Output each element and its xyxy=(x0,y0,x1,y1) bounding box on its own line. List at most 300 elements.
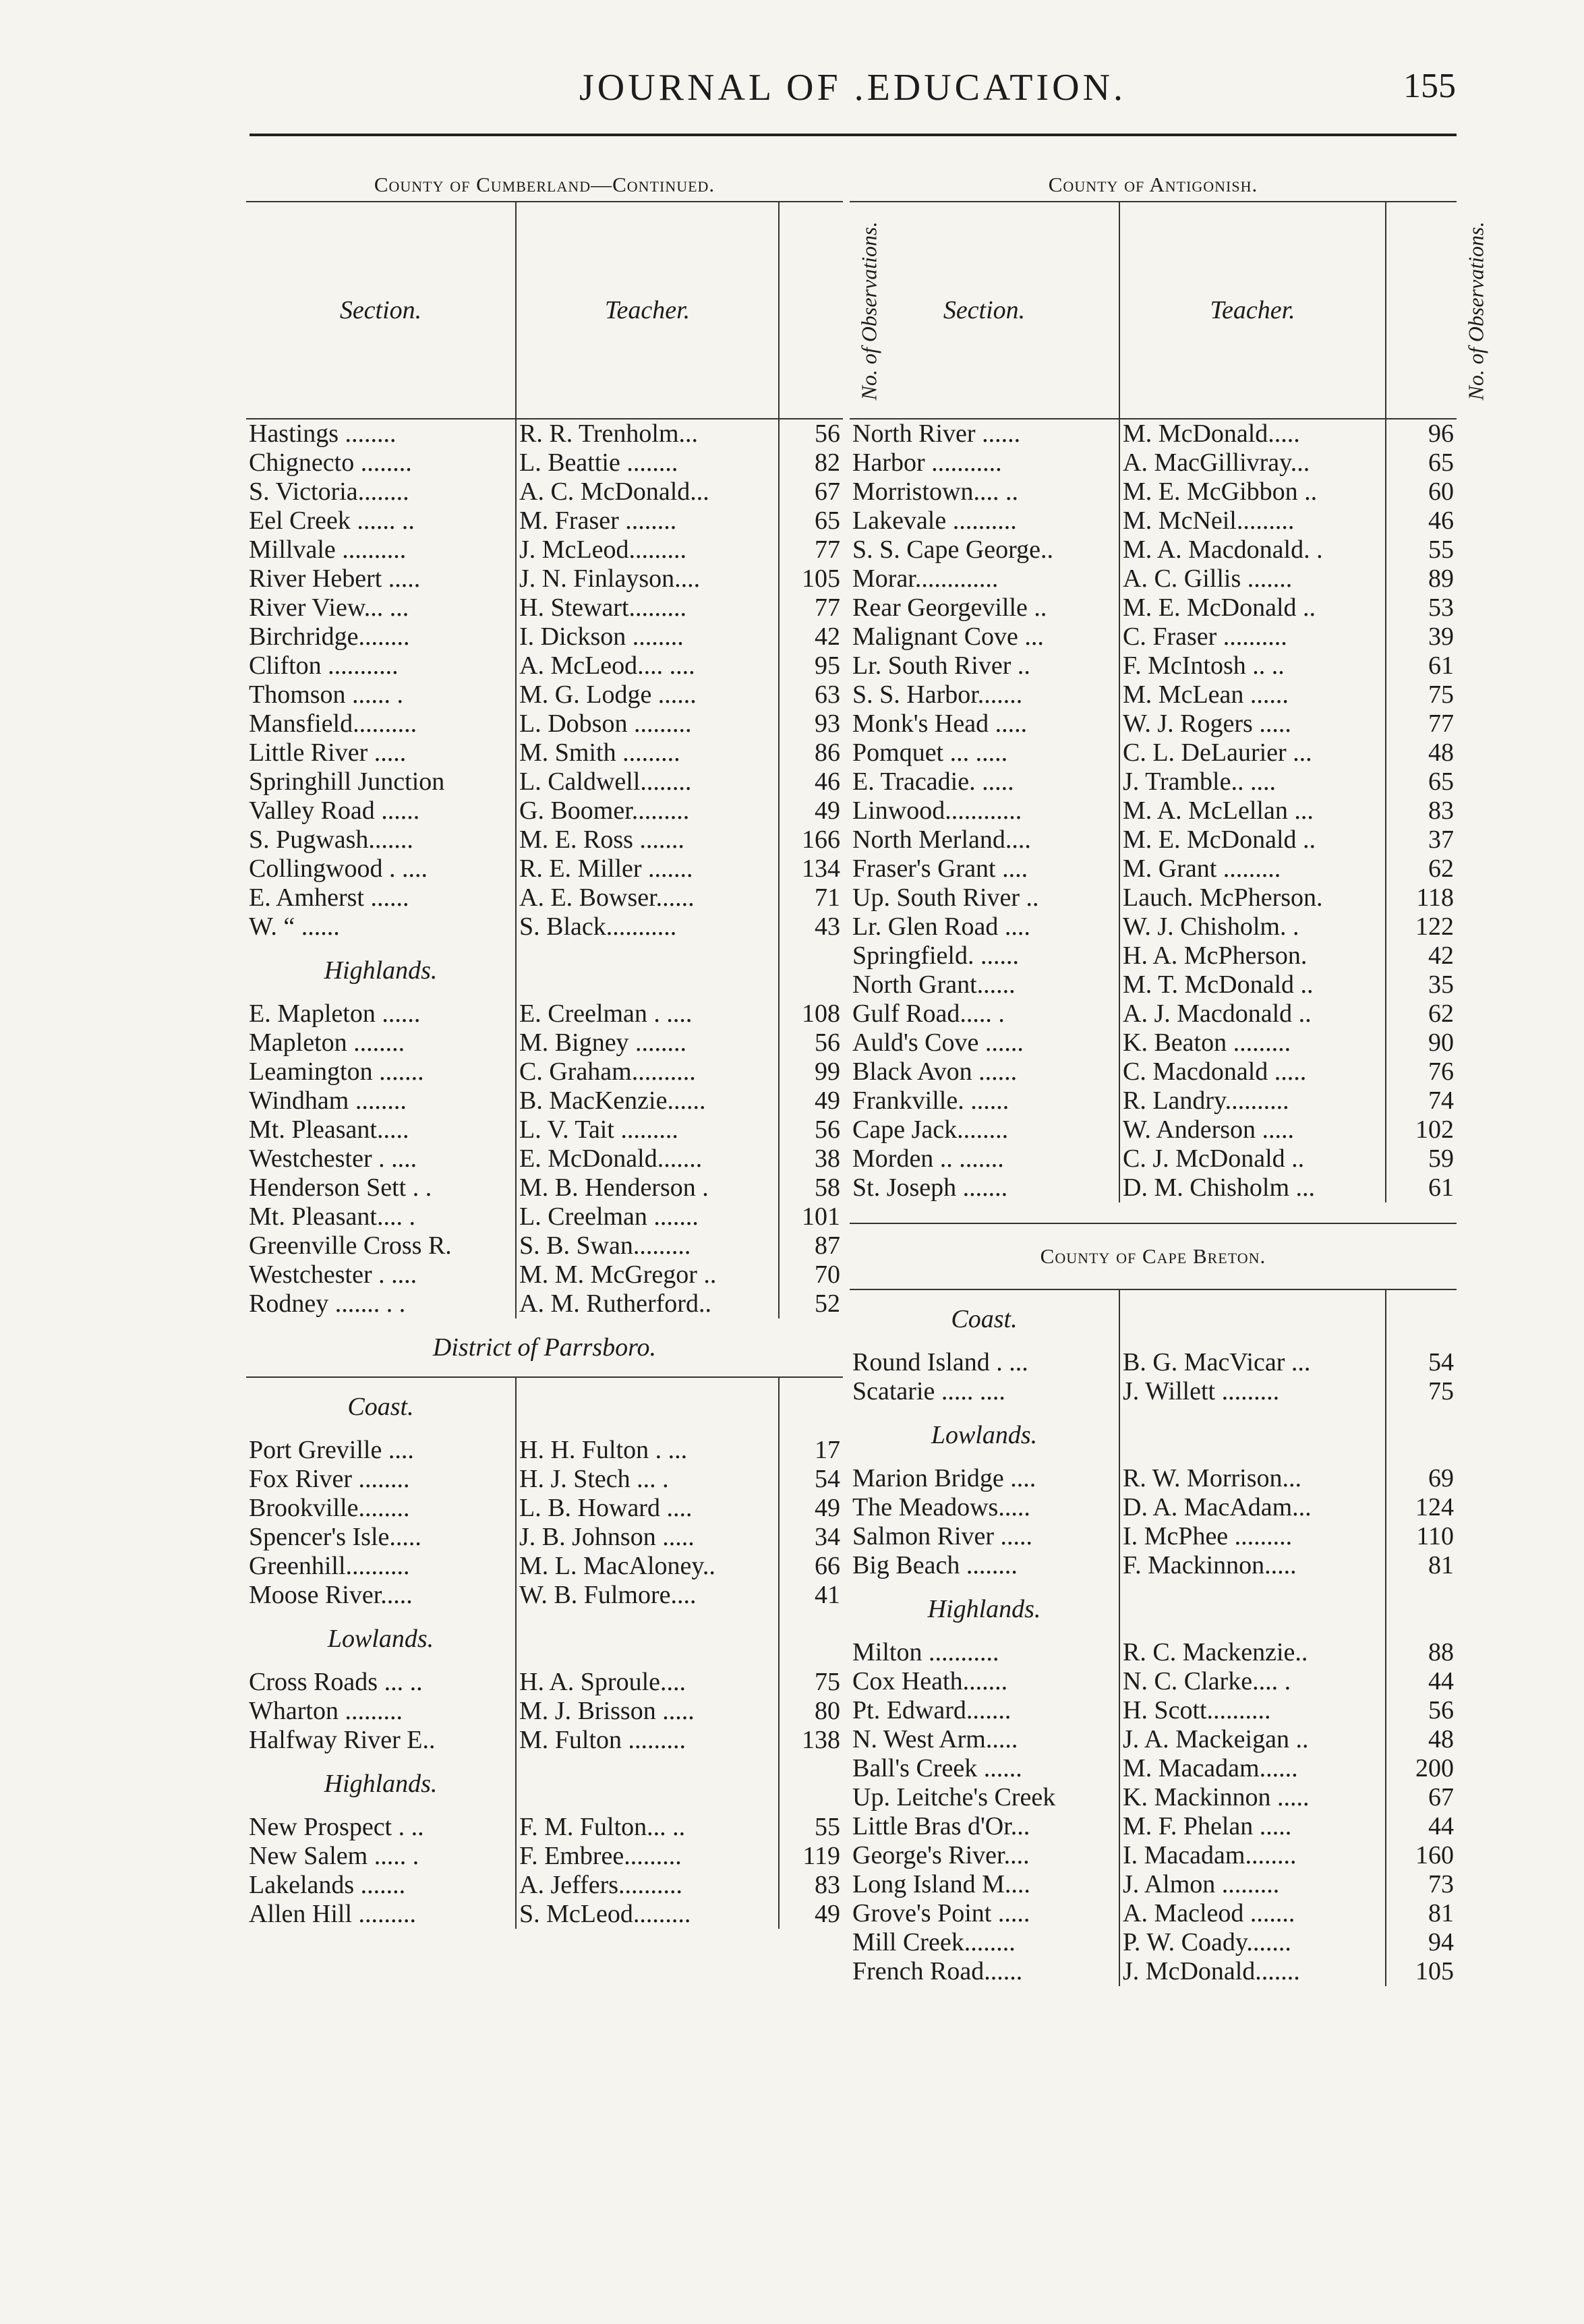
teacher-cell: C. L. DeLaurier ... xyxy=(1119,738,1386,767)
section-cell: Little Bras d'Or... xyxy=(850,1812,1119,1841)
section-cell: S. Victoria........ xyxy=(246,477,516,506)
section-cell: Round Island . ... xyxy=(850,1348,1119,1377)
section-cell: Pomquet ... ..... xyxy=(850,738,1119,767)
observations-cell: 83 xyxy=(815,1871,840,1899)
section-cell: Rear Georgeville .. xyxy=(850,593,1119,622)
observations-cell: 62 xyxy=(1428,999,1454,1028)
teacher-cell: D. M. Chisholm ... xyxy=(1119,1173,1386,1202)
table-row xyxy=(850,1086,1457,1115)
section-cell: Ball's Creek ...... xyxy=(850,1754,1119,1783)
table-row xyxy=(246,1552,843,1581)
observations-cell: 101 xyxy=(802,1202,840,1231)
page-header xyxy=(250,66,1456,127)
table-row xyxy=(850,1638,1457,1667)
section-cell: Port Greville .... xyxy=(246,1436,516,1465)
teacher-cell: J. N. Finlayson.... xyxy=(516,564,779,593)
teacher-cell: M. Grant ......... xyxy=(1119,854,1386,883)
observations-cell: 37 xyxy=(1428,825,1454,854)
observations-cell: 56 xyxy=(815,419,840,448)
teacher-cell: J. A. Mackeigan .. xyxy=(1119,1725,1386,1754)
right-panel xyxy=(850,169,1488,1986)
antigonish-table xyxy=(850,201,1488,1202)
section-cell: Morden .. ....... xyxy=(850,1144,1119,1173)
teacher-cell: J. Tramble.. .... xyxy=(1119,767,1386,796)
teacher-cell: M. G. Lodge ...... xyxy=(516,680,779,709)
observations-cell: 46 xyxy=(1428,506,1454,535)
teacher-cell: I. Macadam........ xyxy=(1119,1841,1386,1870)
section-cell: S. Pugwash....... xyxy=(246,825,516,854)
section-cell: Henderson Sett . . xyxy=(246,1173,516,1202)
teacher-cell: F. M. Fulton... .. xyxy=(516,1813,779,1842)
teacher-column-header: Teacher. xyxy=(516,202,779,419)
teacher-cell: K. Mackinnon ..... xyxy=(1119,1783,1386,1812)
teacher-cell: M. L. MacAloney.. xyxy=(516,1552,779,1581)
table-row xyxy=(850,1696,1457,1725)
table-row xyxy=(246,1173,843,1202)
table-row xyxy=(850,1899,1457,1928)
table-row xyxy=(246,535,843,564)
teacher-cell: B. G. MacVicar ... xyxy=(1119,1348,1386,1377)
teacher-cell: R. W. Morrison... xyxy=(1119,1464,1386,1493)
subsection-heading xyxy=(246,1378,843,1436)
table-row xyxy=(850,999,1457,1028)
observations-cell: 110 xyxy=(1416,1522,1454,1550)
observations-cell: 105 xyxy=(1415,1957,1454,1985)
teacher-cell: I. Dickson ........ xyxy=(516,622,779,651)
section-cell: Millvale .......... xyxy=(246,535,516,564)
subsection-label: Highlands. xyxy=(246,941,516,999)
table-row xyxy=(246,883,843,912)
table-row xyxy=(246,622,843,651)
table-row xyxy=(246,1115,843,1144)
table-row xyxy=(850,709,1457,738)
observations-cell: 54 xyxy=(1428,1348,1454,1376)
table-row xyxy=(246,999,843,1028)
section-cell: Monk's Head ..... xyxy=(850,709,1119,738)
section-cell: Linwood............ xyxy=(850,796,1119,825)
teacher-cell: J. McDonald....... xyxy=(1119,1957,1386,1986)
table-row xyxy=(246,506,843,535)
observations-cell: 61 xyxy=(1428,1173,1454,1202)
section-cell: Chignecto ........ xyxy=(246,448,516,477)
teacher-cell: M. McDonald..... xyxy=(1119,419,1386,448)
observations-cell: 75 xyxy=(1428,1377,1454,1405)
section-cell: N. West Arm..... xyxy=(850,1725,1119,1754)
observations-cell: 87 xyxy=(815,1231,840,1260)
observations-cell: 90 xyxy=(1428,1028,1454,1057)
observations-cell: 67 xyxy=(815,477,840,506)
observations-cell: 43 xyxy=(815,912,840,941)
teacher-cell: A. E. Bowser...... xyxy=(516,883,779,912)
observations-cell: 89 xyxy=(1428,564,1454,593)
section-cell: Auld's Cove ...... xyxy=(850,1028,1119,1057)
observations-cell: 38 xyxy=(815,1144,840,1173)
teacher-cell: F. Mackinnon..... xyxy=(1119,1551,1386,1580)
section-cell: Malignant Cove ... xyxy=(850,622,1119,651)
table-row xyxy=(246,651,843,680)
observations-cell: 61 xyxy=(1428,651,1454,680)
teacher-cell: M. E. McDonald .. xyxy=(1119,825,1386,854)
section-cell: Morar............. xyxy=(850,564,1119,593)
section-cell: Mt. Pleasant.... . xyxy=(246,1202,516,1231)
table-row xyxy=(850,1551,1457,1580)
section-cell: Marion Bridge .... xyxy=(850,1464,1119,1493)
teacher-cell: Lauch. McPherson. xyxy=(1119,883,1386,912)
table-row xyxy=(850,593,1457,622)
section-cell: Mapleton ........ xyxy=(246,1028,516,1057)
observations-cell: 71 xyxy=(815,883,840,912)
table-row xyxy=(850,564,1457,593)
section-cell: Westchester . .... xyxy=(246,1144,516,1173)
section-cell: Mill Creek........ xyxy=(850,1928,1119,1957)
table-row xyxy=(246,796,843,825)
section-cell: Wharton ......... xyxy=(246,1697,516,1726)
section-cell: Up. Leitche's Creek xyxy=(850,1783,1119,1812)
section-cell: River View... ... xyxy=(246,593,516,622)
section-cell: St. Joseph ....... xyxy=(850,1173,1119,1202)
section-cell: Cape Jack........ xyxy=(850,1115,1119,1144)
section-cell: Up. South River .. xyxy=(850,883,1119,912)
teacher-cell: E. Creelman . .... xyxy=(516,999,779,1028)
teacher-cell: A. MacGillivray... xyxy=(1119,448,1386,477)
section-cell: Cross Roads ... .. xyxy=(246,1668,516,1697)
table-row xyxy=(246,1697,843,1726)
table-row xyxy=(246,1668,843,1697)
table-row xyxy=(246,1494,843,1523)
observations-cell: 59 xyxy=(1428,1144,1454,1173)
observations-cell: 124 xyxy=(1415,1493,1454,1521)
teacher-cell: I. McPhee ......... xyxy=(1119,1522,1386,1551)
observations-cell: 53 xyxy=(1428,593,1454,622)
observations-cell: 75 xyxy=(1428,680,1454,709)
teacher-cell: P. W. Coady....... xyxy=(1119,1928,1386,1957)
observations-cell: 160 xyxy=(1415,1841,1454,1869)
teacher-cell: H. J. Stech ... . xyxy=(516,1465,779,1494)
left-panel xyxy=(246,169,881,1929)
teacher-cell: M. M. McGregor .. xyxy=(516,1260,779,1289)
observations-cell: 94 xyxy=(1428,1928,1454,1956)
observations-cell: 102 xyxy=(1415,1115,1454,1144)
teacher-cell: J. McLeod......... xyxy=(516,535,779,564)
teacher-cell: M. B. Henderson . xyxy=(516,1173,779,1202)
observations-cell: 74 xyxy=(1428,1086,1454,1115)
teacher-cell: W. Anderson ..... xyxy=(1119,1115,1386,1144)
observations-cell: 34 xyxy=(815,1523,840,1551)
table-row xyxy=(850,1667,1457,1696)
observations-cell: 81 xyxy=(1428,1551,1454,1579)
teacher-cell: S. McLeod......... xyxy=(516,1900,779,1929)
teacher-cell: S. B. Swan......... xyxy=(516,1231,779,1260)
teacher-cell: R. E. Miller ....... xyxy=(516,854,779,883)
teacher-cell: A. Jeffers.......... xyxy=(516,1871,779,1900)
table-row xyxy=(246,1900,843,1929)
observations-column-header: No. of Observations. xyxy=(779,202,843,419)
observations-cell: 82 xyxy=(815,448,840,477)
table-row xyxy=(246,1202,843,1231)
observations-cell: 83 xyxy=(1428,796,1454,825)
table-row xyxy=(850,1028,1457,1057)
table-row xyxy=(246,1289,843,1318)
section-cell: Grove's Point ..... xyxy=(850,1899,1119,1928)
subsection-heading xyxy=(850,1290,1457,1348)
subsection-label: Highlands. xyxy=(850,1580,1119,1638)
teacher-cell: A. C. Gillis ....... xyxy=(1119,564,1386,593)
teacher-cell: M. E. McGibbon .. xyxy=(1119,477,1386,506)
section-cell: North Merland.... xyxy=(850,825,1119,854)
teacher-cell: C. J. McDonald .. xyxy=(1119,1144,1386,1173)
observations-cell: 77 xyxy=(815,593,840,622)
observations-cell: 66 xyxy=(815,1552,840,1580)
table-row xyxy=(850,506,1457,535)
teacher-cell: M. J. Brisson ..... xyxy=(516,1697,779,1726)
table-row xyxy=(246,593,843,622)
journal-title: JOURNAL OF .EDUCATION. xyxy=(579,67,1127,109)
header-rule xyxy=(250,134,1457,136)
teacher-cell: M. McNeil......... xyxy=(1119,506,1386,535)
section-cell: Scatarie ..... .... xyxy=(850,1377,1119,1406)
table-row xyxy=(246,1144,843,1173)
section-cell: Lakevale .......... xyxy=(850,506,1119,535)
section-cell: S. S. Cape George.. xyxy=(850,535,1119,564)
section-cell: Eel Creek ...... .. xyxy=(246,506,516,535)
table-row xyxy=(850,825,1457,854)
table-row xyxy=(850,1377,1457,1406)
table-row xyxy=(850,970,1457,999)
table-row xyxy=(246,1581,843,1610)
table-row xyxy=(246,912,843,941)
observations-cell: 49 xyxy=(815,1494,840,1522)
section-cell: Big Beach ........ xyxy=(850,1551,1119,1580)
table-row xyxy=(850,419,1457,448)
table-row xyxy=(850,1348,1457,1377)
table-row xyxy=(246,709,843,738)
table-row xyxy=(850,1173,1457,1202)
section-cell: Mt. Pleasant..... xyxy=(246,1115,516,1144)
section-cell: Fox River ........ xyxy=(246,1465,516,1494)
teacher-cell: B. MacKenzie...... xyxy=(516,1086,779,1115)
subsection-heading xyxy=(850,1580,1457,1638)
observations-cell: 88 xyxy=(1428,1638,1454,1666)
teacher-cell: H. H. Fulton . ... xyxy=(516,1436,779,1465)
teacher-cell: E. McDonald....... xyxy=(516,1144,779,1173)
observations-cell: 73 xyxy=(1428,1870,1454,1898)
table-row xyxy=(246,1057,843,1086)
table-row xyxy=(850,1928,1457,1957)
teacher-cell: L. V. Tait ......... xyxy=(516,1115,779,1144)
parrsboro-table xyxy=(246,1378,843,1929)
observations-cell: 166 xyxy=(802,825,840,854)
observations-cell: 65 xyxy=(1428,767,1454,796)
teacher-cell: H. A. Sproule.... xyxy=(516,1668,779,1697)
section-cell: Salmon River ..... xyxy=(850,1522,1119,1551)
teacher-cell: M. Macadam...... xyxy=(1119,1754,1386,1783)
table-row xyxy=(850,738,1457,767)
section-cell: Rodney ....... . . xyxy=(246,1289,516,1318)
observations-cell: 55 xyxy=(815,1813,840,1841)
section-cell: S. S. Harbor....... xyxy=(850,680,1119,709)
section-cell: Lr. Glen Road .... xyxy=(850,912,1119,941)
section-cell: River Hebert ..... xyxy=(246,564,516,593)
section-cell: Halfway River E.. xyxy=(246,1726,516,1755)
table-row xyxy=(850,535,1457,564)
observations-cell: 200 xyxy=(1415,1754,1454,1782)
teacher-cell: L. Dobson ......... xyxy=(516,709,779,738)
teacher-cell: A. C. McDonald... xyxy=(516,477,779,506)
section-cell: Spencer's Isle..... xyxy=(246,1523,516,1552)
section-cell: Moose River..... xyxy=(246,1581,516,1610)
observations-cell: 65 xyxy=(815,506,840,535)
subsection-heading xyxy=(246,1755,843,1813)
table-row xyxy=(246,1871,843,1900)
table-row xyxy=(850,622,1457,651)
table-row xyxy=(850,1870,1457,1899)
subsection-label: Coast. xyxy=(850,1290,1119,1348)
observations-cell: 44 xyxy=(1428,1812,1454,1840)
table-row xyxy=(246,1813,843,1842)
section-cell: Windham ........ xyxy=(246,1086,516,1115)
observations-cell: 77 xyxy=(815,535,840,564)
table-row xyxy=(246,680,843,709)
subsection-label: Highlands. xyxy=(246,1755,516,1813)
section-cell: Allen Hill ......... xyxy=(246,1900,516,1929)
table-row xyxy=(850,1522,1457,1551)
section-cell: E. Tracadie. ..... xyxy=(850,767,1119,796)
section-cell: Lakelands ....... xyxy=(246,1871,516,1900)
teacher-cell: R. C. Mackenzie.. xyxy=(1119,1638,1386,1667)
teacher-cell: H. A. McPherson. xyxy=(1119,941,1386,970)
teacher-cell: M. Smith ......... xyxy=(516,738,779,767)
table-row xyxy=(850,1783,1457,1812)
observations-cell: 44 xyxy=(1428,1667,1454,1695)
observations-cell: 52 xyxy=(815,1289,840,1318)
table-row xyxy=(850,1115,1457,1144)
table-row xyxy=(850,883,1457,912)
section-cell: North Grant...... xyxy=(850,970,1119,999)
teacher-cell: M. E. McDonald .. xyxy=(1119,593,1386,622)
subsection-heading xyxy=(850,1406,1457,1464)
table-row xyxy=(246,419,843,448)
section-cell: Birchridge........ xyxy=(246,622,516,651)
section-cell: Clifton ........... xyxy=(246,651,516,680)
teacher-cell: R. R. Trenholm... xyxy=(516,419,779,448)
section-cell: Little River ..... xyxy=(246,738,516,767)
table-row xyxy=(246,1231,843,1260)
teacher-cell: W. J. Rogers ..... xyxy=(1119,709,1386,738)
table-row xyxy=(246,1436,843,1465)
section-cell: Frankville. ...... xyxy=(850,1086,1119,1115)
subsection-label: Lowlands. xyxy=(850,1406,1119,1464)
teacher-cell: J. Willett ......... xyxy=(1119,1377,1386,1406)
table-row xyxy=(246,854,843,883)
observations-cell: 49 xyxy=(815,796,840,825)
teacher-cell: M. Bigney ........ xyxy=(516,1028,779,1057)
teacher-cell: G. Boomer......... xyxy=(516,796,779,825)
section-cell: French Road...... xyxy=(850,1957,1119,1986)
observations-cell: 56 xyxy=(815,1028,840,1057)
observations-cell: 46 xyxy=(815,767,840,796)
teacher-cell: A. J. Macdonald .. xyxy=(1119,999,1386,1028)
cumberland-title: County of Cumberland—Continued. xyxy=(374,173,715,196)
table-row xyxy=(850,1957,1457,1986)
teacher-cell: M. E. Ross ....... xyxy=(516,825,779,854)
section-cell: Leamington ....... xyxy=(246,1057,516,1086)
observations-cell: 75 xyxy=(815,1668,840,1696)
teacher-cell: L. Creelman ....... xyxy=(516,1202,779,1231)
section-cell: Milton ........... xyxy=(850,1638,1119,1667)
teacher-cell: C. Fraser .......... xyxy=(1119,622,1386,651)
teacher-cell: K. Beaton ......... xyxy=(1119,1028,1386,1057)
observations-column-header: No. of Observations. xyxy=(1386,202,1457,419)
table-row xyxy=(246,1842,843,1871)
table-row xyxy=(850,854,1457,883)
section-cell: Brookville........ xyxy=(246,1494,516,1523)
section-cell: Greenville Cross R. xyxy=(246,1231,516,1260)
cape-breton-title: County of Cape Breton. xyxy=(850,1224,1457,1290)
table-row xyxy=(246,1260,843,1289)
page-number: 155 xyxy=(1403,67,1456,105)
section-cell: Gulf Road..... . xyxy=(850,999,1119,1028)
teacher-cell: M. T. McDonald .. xyxy=(1119,970,1386,999)
cape-breton-table xyxy=(850,1290,1457,1986)
section-cell: E. Mapleton ...... xyxy=(246,999,516,1028)
teacher-cell: J. B. Johnson ..... xyxy=(516,1523,779,1552)
observations-cell: 56 xyxy=(815,1115,840,1144)
parrsboro-district-title: District of Parrsboro. xyxy=(246,1318,843,1378)
teacher-cell: H. Scott.......... xyxy=(1119,1696,1386,1725)
observations-cell: 70 xyxy=(815,1260,840,1289)
table-row xyxy=(246,448,843,477)
table-row xyxy=(850,1754,1457,1783)
section-cell: Greenhill.......... xyxy=(246,1552,516,1581)
section-cell: New Prospect . .. xyxy=(246,1813,516,1842)
table-row xyxy=(246,1523,843,1552)
teacher-cell: W. B. Fulmore.... xyxy=(516,1581,779,1610)
observations-cell: 118 xyxy=(1416,883,1454,912)
observations-cell: 41 xyxy=(815,1581,840,1609)
table-row xyxy=(850,1057,1457,1086)
teacher-cell: L. B. Howard .... xyxy=(516,1494,779,1523)
section-cell: Cox Heath....... xyxy=(850,1667,1119,1696)
section-cell: Valley Road ...... xyxy=(246,796,516,825)
observations-cell: 17 xyxy=(815,1436,840,1464)
observations-cell: 35 xyxy=(1428,970,1454,999)
section-column-header: Section. xyxy=(850,202,1119,419)
observations-cell: 99 xyxy=(815,1057,840,1086)
section-cell: Morristown.... .. xyxy=(850,477,1119,506)
teacher-cell: L. Caldwell........ xyxy=(516,767,779,796)
section-cell: W. “ ...... xyxy=(246,912,516,941)
teacher-cell: A. McLeod.... .... xyxy=(516,651,779,680)
teacher-cell: H. Stewart......... xyxy=(516,593,779,622)
table-row xyxy=(850,651,1457,680)
observations-cell: 49 xyxy=(815,1900,840,1928)
section-cell: Fraser's Grant .... xyxy=(850,854,1119,883)
section-cell: Lr. South River .. xyxy=(850,651,1119,680)
section-cell: Black Avon ...... xyxy=(850,1057,1119,1086)
table-row xyxy=(850,680,1457,709)
observations-cell: 39 xyxy=(1428,622,1454,651)
observations-cell: 42 xyxy=(815,622,840,651)
observations-cell: 96 xyxy=(1428,419,1454,448)
table-row xyxy=(246,1465,843,1494)
table-row xyxy=(850,1493,1457,1522)
observations-cell: 56 xyxy=(1428,1696,1454,1724)
teacher-cell: R. Landry.......... xyxy=(1119,1086,1386,1115)
observations-cell: 81 xyxy=(1428,1899,1454,1927)
table-row xyxy=(246,767,843,796)
section-column-header: Section. xyxy=(246,202,516,419)
observations-cell: 95 xyxy=(815,651,840,680)
